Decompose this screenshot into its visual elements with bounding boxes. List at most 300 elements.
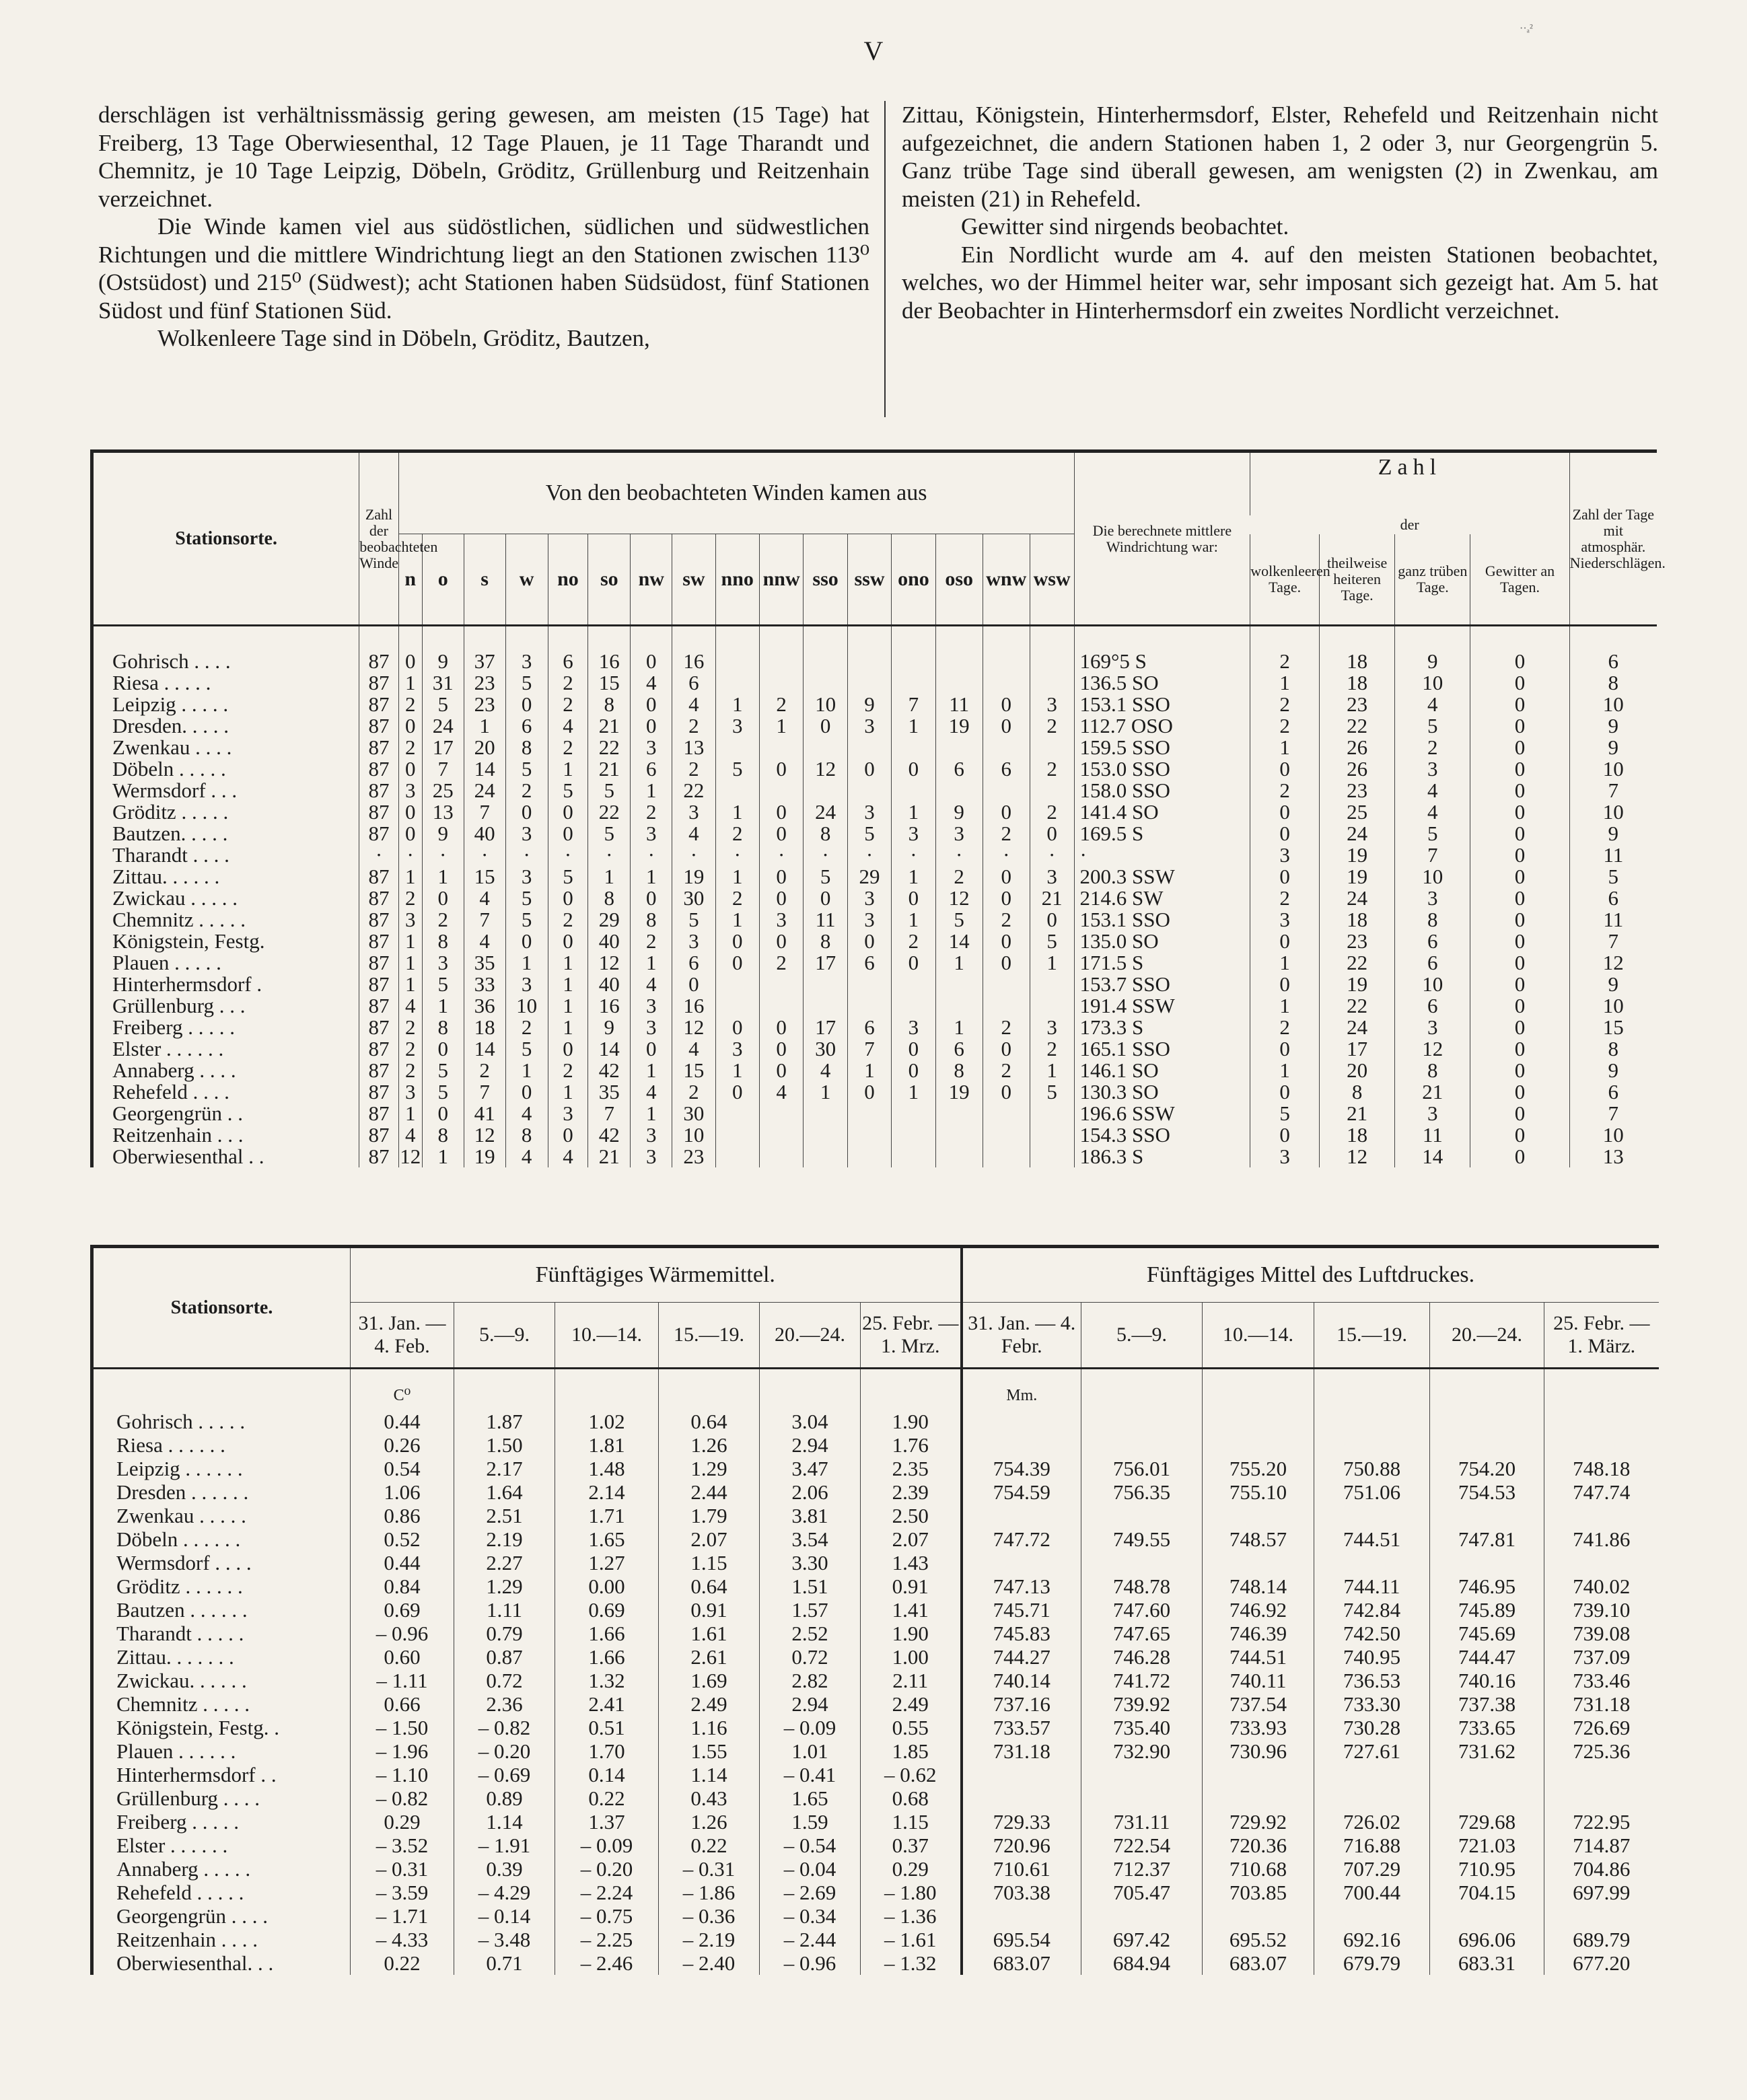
total-winds: 87 [359, 1124, 398, 1146]
partly-clear-days: 18 [1320, 1124, 1395, 1146]
wind-count-w: 0 [505, 931, 548, 952]
wind-count-n: · [398, 844, 422, 866]
wind-count-nno: 1 [715, 694, 759, 715]
temperature-mean: 1.15 [659, 1551, 760, 1574]
table-row [92, 1904, 1659, 1928]
wind-count-sw: 2 [672, 1081, 715, 1103]
wind-count-nnw: 1 [759, 715, 803, 737]
header-station: Stationsorte. [92, 451, 359, 626]
temperature-mean: – 2.19 [659, 1928, 760, 1951]
temperature-mean: 1.55 [659, 1739, 760, 1763]
station-name: Dresden. . . . . [112, 714, 229, 737]
wind-count-sso: 30 [804, 1038, 847, 1060]
wind-count-n: 1 [398, 931, 422, 952]
table-row [92, 1810, 1659, 1834]
wind-count-no: 1 [548, 758, 588, 780]
station-name: Chemnitz . . . . . [116, 1692, 250, 1716]
wind-count-sso [804, 1103, 847, 1124]
wind-count-nnw: 4 [759, 1081, 803, 1103]
pressure-mean [1430, 1433, 1544, 1457]
pressure-mean [1430, 1551, 1544, 1574]
wind-count-n: 3 [398, 909, 422, 931]
header-dir-nno: nno [715, 534, 759, 626]
station-name: Leipzig . . . . . [112, 692, 229, 716]
header-press-period: 10.—14. [1203, 1303, 1314, 1369]
pressure-mean: 683.31 [1430, 1951, 1544, 1975]
overcast-days: 6 [1395, 995, 1470, 1017]
wind-count-nno: 1 [715, 909, 759, 931]
wind-count-wsw [1030, 672, 1074, 694]
total-winds: 87 [359, 672, 398, 694]
wind-count-o: 0 [422, 1103, 464, 1124]
overcast-days: 6 [1395, 952, 1470, 974]
pressure-mean: 714.87 [1544, 1834, 1659, 1857]
wind-count-n: 2 [398, 888, 422, 909]
wind-count-wnw: 2 [983, 1060, 1030, 1081]
unit-row [92, 1384, 1659, 1410]
pressure-mean: 739.92 [1081, 1692, 1203, 1716]
cloudless-days: 2 [1250, 651, 1320, 672]
wind-count-nw: 0 [631, 694, 672, 715]
paragraph-gewitter: Gewitter sind nirgends beobachtet. [960, 213, 1289, 240]
wind-count-nno [715, 1146, 759, 1167]
mean-direction: 130.3 SO [1074, 1081, 1250, 1103]
temperature-mean: – 2.69 [760, 1881, 861, 1904]
wind-count-ono [892, 651, 935, 672]
wind-count-nw: 1 [631, 866, 672, 888]
total-winds: 87 [359, 1081, 398, 1103]
temperature-mean: 0.55 [861, 1716, 962, 1739]
table-row [92, 1081, 1657, 1103]
wind-count-ssw: 0 [847, 1081, 891, 1103]
temperature-mean: 2.49 [861, 1692, 962, 1716]
wind-count-ssw: 0 [847, 758, 891, 780]
table-spacer [92, 626, 1657, 651]
wind-count-w: 6 [505, 715, 548, 737]
table-row [92, 1692, 1659, 1716]
table-row [92, 1017, 1657, 1038]
wind-count-w: 3 [505, 866, 548, 888]
pressure-mean: 740.95 [1314, 1645, 1430, 1669]
station-name: Zittau. . . . . . [112, 865, 220, 888]
pressure-mean: 744.51 [1203, 1645, 1314, 1669]
pressure-mean: 756.01 [1081, 1457, 1203, 1480]
table-row [92, 823, 1657, 844]
temperature-mean: 2.51 [454, 1504, 555, 1527]
station-name: Leipzig . . . . . . [116, 1457, 243, 1480]
wind-count-w: 3 [505, 651, 548, 672]
wind-count-nno: 0 [715, 931, 759, 952]
wind-count-oso: · [935, 844, 983, 866]
temperature-mean: 0.87 [454, 1645, 555, 1669]
wind-count-o: 9 [422, 823, 464, 844]
wind-count-wsw [1030, 995, 1074, 1017]
wind-count-ssw [847, 780, 891, 801]
cloudless-days: 1 [1250, 737, 1320, 758]
wind-count-sw: 5 [672, 909, 715, 931]
pressure-mean: 705.47 [1081, 1881, 1203, 1904]
temperature-mean: 0.79 [454, 1622, 555, 1645]
wind-count-o: 2 [422, 909, 464, 931]
wind-count-o: 3 [422, 952, 464, 974]
temperature-mean: 0.71 [454, 1951, 555, 1975]
wind-count-wsw: 1 [1030, 1060, 1074, 1081]
table-row [92, 1060, 1657, 1081]
wind-count-nw: 3 [631, 823, 672, 844]
wind-count-nnw [759, 651, 803, 672]
overcast-days: 3 [1395, 1017, 1470, 1038]
wind-count-wnw [983, 995, 1030, 1017]
wind-count-sso: 17 [804, 952, 847, 974]
thunderstorm-days: 0 [1470, 672, 1569, 694]
total-winds: 87 [359, 737, 398, 758]
station-name: Elster . . . . . . [116, 1834, 228, 1857]
station-name: Freiberg . . . . . [112, 1015, 235, 1039]
wind-count-wsw: 3 [1030, 1017, 1074, 1038]
pressure-mean: 755.10 [1203, 1480, 1314, 1504]
wind-count-oso: 14 [935, 931, 983, 952]
wind-count-n: 0 [398, 823, 422, 844]
wind-count-so: 7 [588, 1103, 631, 1124]
temperature-mean: 0.64 [659, 1574, 760, 1598]
wind-count-oso [935, 1124, 983, 1146]
wind-count-wsw: 3 [1030, 866, 1074, 888]
partly-clear-days: 18 [1320, 651, 1395, 672]
wind-count-ono [892, 737, 935, 758]
table-row [92, 995, 1657, 1017]
wind-count-ssw: 3 [847, 909, 891, 931]
mean-direction: 173.3 S [1074, 1017, 1250, 1038]
temperature-mean: – 2.25 [555, 1928, 659, 1951]
wind-count-o: 0 [422, 888, 464, 909]
header-dir-no: no [548, 534, 588, 626]
mean-direction: 169.5 S [1074, 823, 1250, 844]
pressure-mean [1544, 1433, 1659, 1457]
wind-count-o: 7 [422, 758, 464, 780]
pressure-mean: 727.61 [1314, 1739, 1430, 1763]
wind-count-sso: 12 [804, 758, 847, 780]
wind-count-wnw: 2 [983, 909, 1030, 931]
temperature-mean: 0.39 [454, 1857, 555, 1881]
pressure-mean [962, 1410, 1081, 1433]
wind-count-w: 10 [505, 995, 548, 1017]
thunderstorm-days: 0 [1470, 801, 1569, 823]
wind-count-n: 2 [398, 1038, 422, 1060]
wind-count-sso: 1 [804, 1081, 847, 1103]
wind-count-no: 1 [548, 995, 588, 1017]
wind-count-sw: 19 [672, 866, 715, 888]
wind-count-no: 4 [548, 715, 588, 737]
header-dir-sso: sso [804, 534, 847, 626]
table-row [92, 1103, 1657, 1124]
wind-count-nnw: 3 [759, 909, 803, 931]
mean-direction: 214.6 SW [1074, 888, 1250, 909]
temperature-mean: 2.06 [760, 1480, 861, 1504]
wind-count-wsw: 2 [1030, 715, 1074, 737]
temperature-mean: 0.84 [351, 1574, 454, 1598]
temperature-mean: 1.79 [659, 1504, 760, 1527]
wind-count-no: 0 [548, 823, 588, 844]
precipitation-days: 11 [1569, 844, 1657, 866]
header-station-2: Stationsorte. [92, 1247, 351, 1369]
pressure-mean: 741.86 [1544, 1527, 1659, 1551]
wind-count-so: 21 [588, 758, 631, 780]
thunderstorm-days: 0 [1470, 737, 1569, 758]
wind-count-o: 8 [422, 1017, 464, 1038]
pressure-mean [1544, 1504, 1659, 1527]
wind-count-no: 1 [548, 952, 588, 974]
station-name: Döbeln . . . . . . [116, 1527, 241, 1551]
station-name: Riesa . . . . . [112, 671, 211, 694]
wind-count-o: 8 [422, 931, 464, 952]
paragraph-trueb: Zittau, Königstein, Hinterhermsdorf, Elster, Rehefeld und Reitzenhain nicht aufgezeichnet, die andern Stationen haben 1, 2 oder 3, nur Georgengrün 5. Ganz trübe Tage sind überall gewesen, am wenigsten (2) in Zwenkau, am meisten (21) in Rehefeld. [901, 102, 1658, 212]
wind-count-n: 2 [398, 1017, 422, 1038]
station-name: Rehefeld . . . . [112, 1080, 229, 1103]
wind-count-nw: 4 [631, 672, 672, 694]
wind-count-nno: 3 [715, 715, 759, 737]
wind-count-nno: 3 [715, 1038, 759, 1060]
temperature-mean: – 4.33 [351, 1928, 454, 1951]
temperature-mean: 1.26 [659, 1810, 760, 1834]
wind-count-nw: 0 [631, 1038, 672, 1060]
pressure-mean: 746.39 [1203, 1622, 1314, 1645]
wind-count-ssw: 0 [847, 931, 891, 952]
temperature-mean: 0.72 [760, 1645, 861, 1669]
wind-count-o: 5 [422, 694, 464, 715]
pressure-mean: 747.81 [1430, 1527, 1544, 1551]
wind-count-wsw: · [1030, 844, 1074, 866]
wind-count-nno [715, 672, 759, 694]
cloudless-days: 2 [1250, 780, 1320, 801]
wind-count-sso: 8 [804, 823, 847, 844]
wind-count-w: 5 [505, 758, 548, 780]
wind-count-ono [892, 1124, 935, 1146]
overcast-days: 21 [1395, 1081, 1470, 1103]
wind-count-nnw: 0 [759, 823, 803, 844]
header-dir-wnw: wnw [983, 534, 1030, 626]
wind-count-so: 40 [588, 931, 631, 952]
header-dir-nnw: nnw [759, 534, 803, 626]
wind-count-nnw: 0 [759, 1038, 803, 1060]
wind-count-sw: 2 [672, 758, 715, 780]
table-row [92, 866, 1657, 888]
header-dir-ono: ono [892, 534, 935, 626]
pressure-mean: 683.07 [962, 1951, 1081, 1975]
overcast-days: 8 [1395, 1060, 1470, 1081]
wind-count-ono [892, 995, 935, 1017]
wind-count-nnw: · [759, 844, 803, 866]
mean-direction: 153.7 SSO [1074, 974, 1250, 995]
temperature-mean: 1.87 [454, 1410, 555, 1433]
corner-mark: ··ₐ² [1520, 23, 1533, 34]
partly-clear-days: 23 [1320, 694, 1395, 715]
wind-count-ssw [847, 737, 891, 758]
pressure-mean: 745.69 [1430, 1622, 1544, 1645]
wind-count-sso: 11 [804, 909, 847, 931]
overcast-days: 4 [1395, 801, 1470, 823]
wind-count-sso: 5 [804, 866, 847, 888]
mean-direction: 196.6 SSW [1074, 1103, 1250, 1124]
table-row [92, 1951, 1659, 1975]
wind-count-nnw [759, 780, 803, 801]
wind-count-w: 8 [505, 1124, 548, 1146]
wind-count-w: 5 [505, 672, 548, 694]
wind-count-ssw [847, 974, 891, 995]
wind-count-n: 2 [398, 737, 422, 758]
temperature-mean: – 0.09 [760, 1716, 861, 1739]
wind-count-s: 33 [464, 974, 505, 995]
thunderstorm-days: 0 [1470, 1146, 1569, 1167]
pressure-mean: 700.44 [1314, 1881, 1430, 1904]
cloudless-days: 1 [1250, 1060, 1320, 1081]
header-gewitter: Gewitter an Tagen. [1470, 534, 1569, 626]
wind-count-n: 1 [398, 952, 422, 974]
partly-clear-days: 19 [1320, 974, 1395, 995]
wind-count-s: 35 [464, 952, 505, 974]
wind-count-sw: 4 [672, 823, 715, 844]
wind-count-sw: 10 [672, 1124, 715, 1146]
temperature-mean: – 1.50 [351, 1716, 454, 1739]
pressure-mean [1314, 1433, 1430, 1457]
wind-count-so: 22 [588, 801, 631, 823]
total-winds: 87 [359, 1038, 398, 1060]
temperature-mean: 2.17 [454, 1457, 555, 1480]
cloudless-days: 2 [1250, 888, 1320, 909]
wind-count-s: 15 [464, 866, 505, 888]
wind-count-no: 1 [548, 974, 588, 995]
temperature-mean: 1.16 [659, 1716, 760, 1739]
table-row [92, 844, 1657, 866]
wind-count-s: 2 [464, 1060, 505, 1081]
header-dir-wsw: wsw [1030, 534, 1074, 626]
mean-direction: 159.5 SSO [1074, 737, 1250, 758]
pressure-mean: 741.72 [1081, 1669, 1203, 1692]
wind-count-nw: 0 [631, 651, 672, 672]
pressure-mean [1430, 1904, 1544, 1928]
wind-count-o: 0 [422, 1038, 464, 1060]
wind-count-wsw: 2 [1030, 801, 1074, 823]
thunderstorm-days: 0 [1470, 1060, 1569, 1081]
wind-count-so: 21 [588, 1146, 631, 1167]
pressure-mean: 721.03 [1430, 1834, 1544, 1857]
overcast-days: 3 [1395, 888, 1470, 909]
wind-count-ssw [847, 1146, 891, 1167]
partly-clear-days: 19 [1320, 866, 1395, 888]
header-dir-ssw: ssw [847, 534, 891, 626]
temperature-mean: 2.14 [555, 1480, 659, 1504]
temperature-mean: – 4.29 [454, 1881, 555, 1904]
wind-count-wnw [983, 651, 1030, 672]
wind-count-n: 1 [398, 672, 422, 694]
pressure-mean: 733.30 [1314, 1692, 1430, 1716]
wind-count-o: 1 [422, 995, 464, 1017]
wind-count-so: 15 [588, 672, 631, 694]
temperature-mean: 2.94 [760, 1433, 861, 1457]
thunderstorm-days: 0 [1470, 1124, 1569, 1146]
pressure-mean: 722.54 [1081, 1834, 1203, 1857]
paragraph-nordlicht: Ein Nordlicht wurde am 4. auf den meisten Stationen beobachtet, welches, wo der Himmel heiter war, sehr imposant sich gezeigt hat. Am 5. hat der Beobachter in Hinterhermsdorf ein zweites Nordlicht verzeichnet. [901, 241, 1658, 324]
partly-clear-days: 18 [1320, 672, 1395, 694]
pressure-mean [1081, 1763, 1203, 1786]
cloudless-days: 1 [1250, 952, 1320, 974]
total-winds: 87 [359, 758, 398, 780]
table-row [92, 888, 1657, 909]
pressure-mean [1081, 1786, 1203, 1810]
temperature-mean: 0.29 [351, 1810, 454, 1834]
pressure-mean [1314, 1763, 1430, 1786]
pressure-mean [1544, 1410, 1659, 1433]
wind-count-ssw [847, 651, 891, 672]
wind-count-so: 8 [588, 888, 631, 909]
pressure-mean: 748.57 [1203, 1527, 1314, 1551]
mean-direction: 165.1 SSO [1074, 1038, 1250, 1060]
pressure-mean: 720.36 [1203, 1834, 1314, 1857]
precipitation-days: 10 [1569, 758, 1657, 780]
wind-count-ono: 3 [892, 823, 935, 844]
pressure-mean: 731.62 [1430, 1739, 1544, 1763]
temperature-mean: 3.47 [760, 1457, 861, 1480]
station-name: Gröditz . . . . . [112, 800, 229, 824]
wind-count-wnw [983, 1146, 1030, 1167]
temperature-mean: 2.07 [861, 1527, 962, 1551]
station-name: Königstein, Festg. . [116, 1716, 279, 1739]
header-heiter: theilweise heiteren Tage. [1320, 534, 1395, 626]
wind-count-ssw: 3 [847, 888, 891, 909]
table-row [92, 931, 1657, 952]
header-press-period: 5.—9. [1081, 1303, 1203, 1369]
pressure-mean: 720.96 [962, 1834, 1081, 1857]
wind-count-ono: · [892, 844, 935, 866]
wind-count-ssw [847, 672, 891, 694]
pressure-mean: 737.16 [962, 1692, 1081, 1716]
wind-count-nnw: 2 [759, 694, 803, 715]
precipitation-days: 11 [1569, 909, 1657, 931]
pressure-mean: 748.78 [1081, 1574, 1203, 1598]
cloudless-days: 0 [1250, 866, 1320, 888]
temperature-mean: 2.44 [659, 1480, 760, 1504]
table-row [92, 909, 1657, 931]
wind-count-oso [935, 780, 983, 801]
wind-count-w: 1 [505, 952, 548, 974]
mean-direction: 169°5 S [1074, 651, 1250, 672]
temperature-mean: 2.39 [861, 1480, 962, 1504]
thunderstorm-days: 0 [1470, 1038, 1569, 1060]
temperature-mean: 0.91 [861, 1574, 962, 1598]
wind-count-no: 3 [548, 1103, 588, 1124]
temperature-mean: 0.60 [351, 1645, 454, 1669]
wind-count-wsw: 3 [1030, 694, 1074, 715]
wind-count-nno [715, 737, 759, 758]
temperature-mean: 0.37 [861, 1834, 962, 1857]
header-wolkenleer: wolkenleeren Tage. [1250, 534, 1320, 626]
precipitation-days: 10 [1569, 1124, 1657, 1146]
wind-count-nnw: 2 [759, 952, 803, 974]
cloudless-days: 0 [1250, 1038, 1320, 1060]
wind-count-wnw [983, 672, 1030, 694]
partly-clear-days: 19 [1320, 844, 1395, 866]
header-press-period: 15.—19. [1314, 1303, 1430, 1369]
partly-clear-days: 22 [1320, 952, 1395, 974]
pressure-mean [962, 1763, 1081, 1786]
pressure-mean: 729.92 [1203, 1810, 1314, 1834]
wind-count-sso: 10 [804, 694, 847, 715]
wind-count-sso [804, 651, 847, 672]
station-name: Zwickau . . . . . [112, 886, 238, 910]
wind-count-s: 40 [464, 823, 505, 844]
temperature-mean: – 0.36 [659, 1904, 760, 1928]
table-row [92, 801, 1657, 823]
cloudless-days: 3 [1250, 844, 1320, 866]
